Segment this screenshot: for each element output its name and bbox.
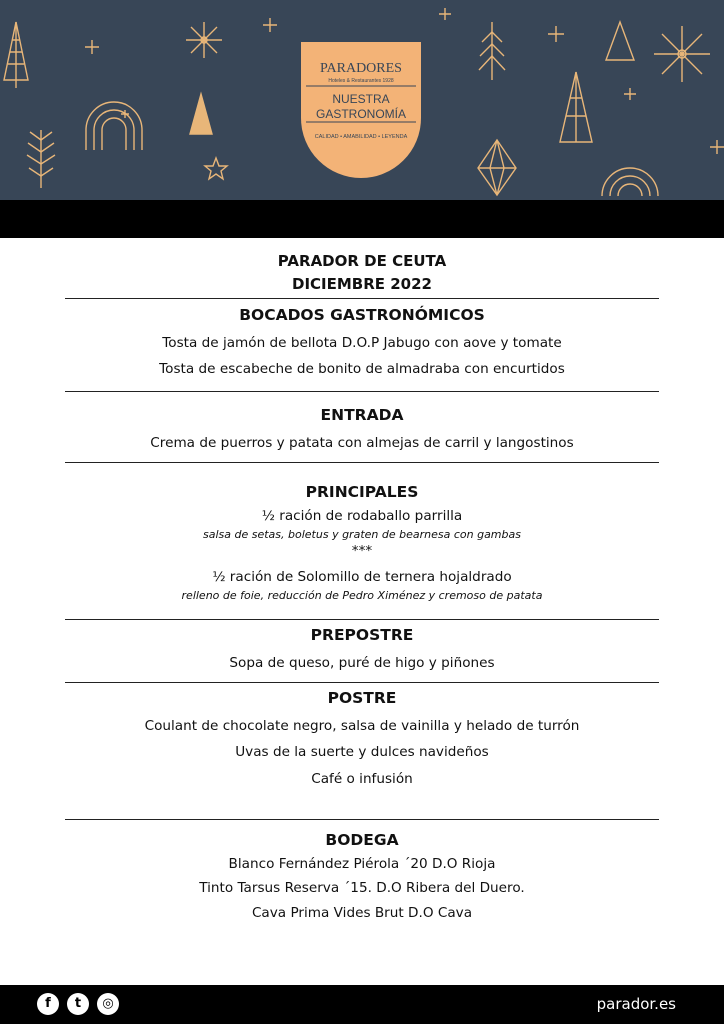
sparkle-icon — [624, 88, 636, 100]
badge-motto: CALIDAD • AMABILIDAD • LEYENDA — [314, 134, 408, 140]
starburst-icon — [186, 22, 222, 58]
divider — [65, 682, 659, 683]
menu-date: DICIEMBRE 2022 — [292, 275, 432, 293]
facebook-icon[interactable]: f — [37, 993, 59, 1015]
section-title-principales: PRINCIPALES — [305, 483, 419, 501]
black-band — [0, 200, 724, 238]
divider — [65, 391, 659, 392]
menu-item: ½ ración de Solomillo de ternera hojaldrado — [212, 569, 512, 585]
badge-line1: NUESTRA — [332, 92, 390, 106]
star-icon — [205, 158, 227, 179]
wine-item: Blanco Fernández Piérola ´20 D.O Rioja — [228, 856, 496, 872]
wine-item: Tinto Tarsus Reserva ´15. D.O Ribera del Duero. — [199, 880, 525, 896]
menu-item: Café o infusión — [311, 771, 413, 787]
menu-item-note: salsa de setas, boletus y graten de bearnesa con gambas — [203, 528, 521, 541]
divider — [65, 298, 659, 299]
christmas-decoration — [0, 0, 724, 200]
header-banner — [0, 0, 724, 200]
menu-item: Coulant de chocolate negro, salsa de vainilla y helado de turrón — [144, 718, 580, 734]
section-title-entrada: ENTRADA — [320, 406, 404, 424]
menu-item: Crema de puerros y patata con almejas de carril y langostinos — [150, 435, 574, 451]
section-title-bodega: BODEGA — [325, 831, 399, 849]
footer-bar — [0, 985, 724, 1024]
sparkle-icon — [85, 40, 99, 54]
dish-separator: *** — [351, 543, 373, 559]
rainbow-icon — [602, 168, 658, 196]
sparkle-icon — [710, 140, 724, 154]
badge-brand: PARADORES — [320, 61, 402, 76]
menu-item: Uvas de la suerte y dulces navideños — [235, 744, 489, 760]
tree-icon — [4, 22, 28, 88]
badge-brand-sub: Hoteles & Restaurantes 1928 — [328, 78, 394, 84]
starburst-icon — [654, 26, 710, 82]
menu-item-note: relleno de foie, reducción de Pedro Ximénez y cremoso de patata — [181, 589, 543, 602]
section-title-prepostre: PREPOSTRE — [310, 626, 414, 644]
sparkle-icon — [263, 18, 277, 32]
tree-icon — [190, 94, 212, 134]
badge-line2: GASTRONOMÍA — [315, 107, 407, 121]
diamond-icon — [478, 140, 516, 195]
instagram-icon[interactable]: ◎ — [97, 993, 119, 1015]
sparkle-icon — [548, 26, 564, 42]
website-link[interactable]: parador.es — [596, 995, 676, 1013]
tree-icon — [560, 72, 592, 142]
fir-branch-icon — [479, 22, 505, 80]
divider — [65, 619, 659, 620]
menu-item: Sopa de queso, puré de higo y piñones — [229, 655, 495, 671]
fir-branch-icon — [27, 130, 55, 188]
divider — [65, 462, 659, 463]
section-title-bocados: BOCADOS GASTRONÓMICOS — [239, 306, 485, 324]
rainbow-icon — [86, 102, 142, 150]
badge-shield — [301, 42, 421, 178]
menu-item: Tosta de jamón de bellota D.O.P Jabugo con aove y tomate — [162, 335, 562, 351]
menu-item: ½ ración de rodaballo parrilla — [261, 508, 463, 524]
sparkle-icon — [439, 8, 451, 20]
divider — [65, 819, 659, 820]
twitter-icon[interactable]: t — [67, 993, 89, 1015]
tree-icon — [606, 22, 634, 60]
parador-title: PARADOR DE CEUTA — [277, 252, 447, 270]
wine-item: Cava Prima Vides Brut D.O Cava — [251, 905, 473, 921]
section-title-postre: POSTRE — [327, 689, 397, 707]
menu-item: Tosta de escabeche de bonito de almadraba con encurtidos — [159, 361, 565, 377]
